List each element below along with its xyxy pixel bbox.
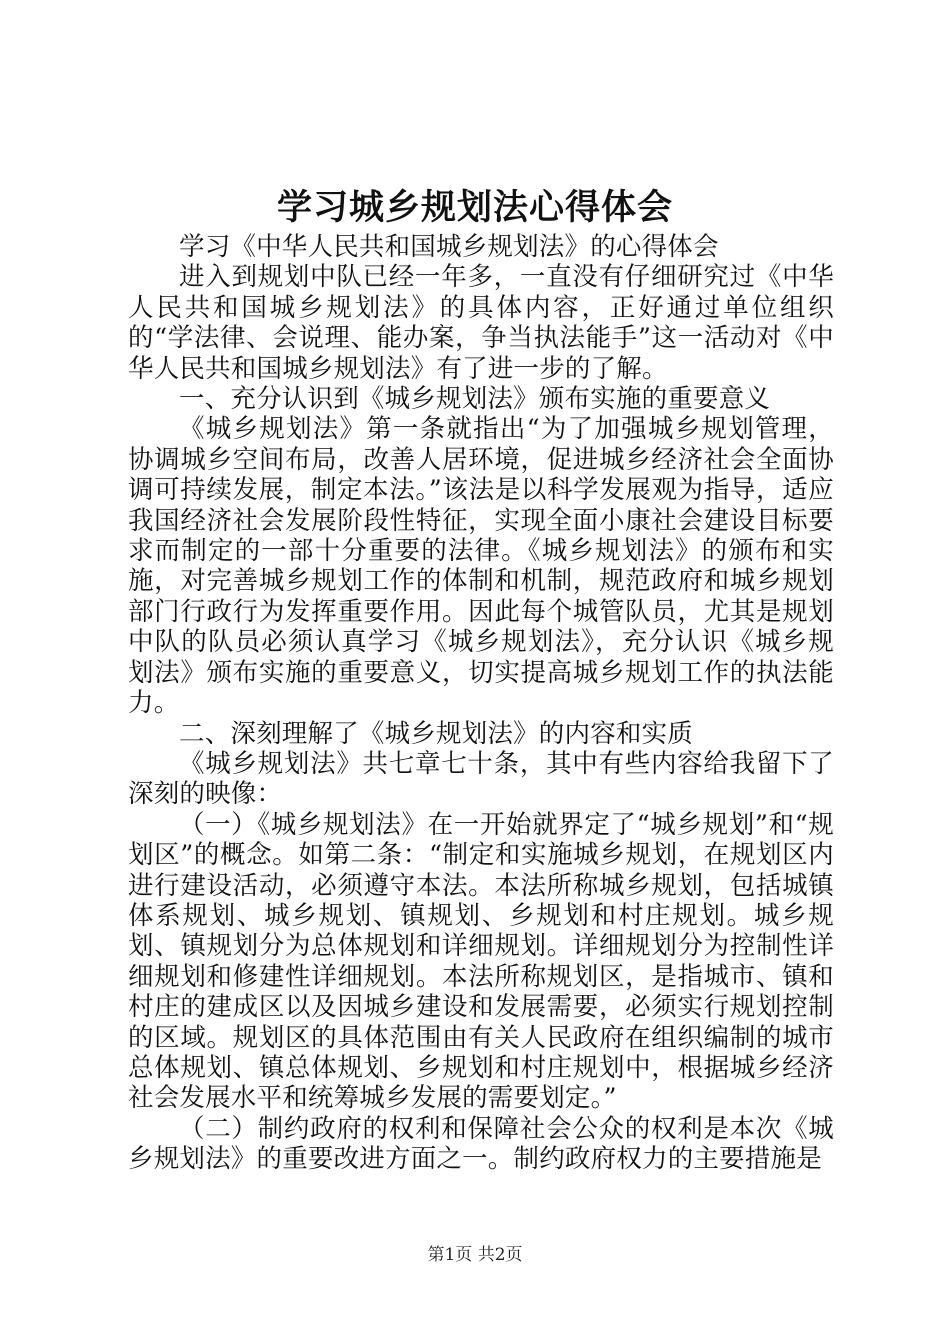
section-heading-1: 一、充分认识到《城乡规划法》颁布实施的重要意义	[179, 384, 771, 415]
intro-paragraph: 进入到规划中队已经一年多，一直没有仔细研究过《中华人民共和国城乡规划法》的具体内容，正好通过单位组织的“学法律、会说理、能办案，争当执法能手”这一活动对《中华人民共和国城乡规划法》有了进一步的了解。	[128, 262, 834, 384]
subtitle-paragraph: 学习《中华人民共和国城乡规划法》的心得体会	[179, 232, 719, 262]
section-1-paragraph: 《城乡规划法》第一条就指出“为了加强城乡规划管理，协调城乡空间布局，改善人居环境，促进城乡经济社会全面协调可持续发展，制定本法。”该法是以科学发展观为指导，适应我国经济社会发展阶段性特征，实现全面小康社会建设目标要求而制定的一部十分重要的法律。《城乡规划法》的颁布和实施，对完善城乡规划工作的体制和机制，规范政府和城乡规划部门行政行为发挥重要作用。因此每个城管队员，尤其是规划中队的队员必须认真学习《城乡规划法》，充分认识《城乡规划法》颁布实施的重要意义，切实提高城乡规划工作的执法能力。	[128, 414, 834, 719]
document-title: 学习城乡规划法心得体会	[276, 187, 673, 228]
section-2-item-2-paragraph: （二）制约政府的权利和保障社会公众的权利是本次《城乡规划法》的重要改进方面之一。制约政府权力的主要措施是	[128, 1113, 834, 1175]
section-2-item-1-paragraph: （一）《城乡规划法》在一开始就界定了“城乡规划”和“规划区”的概念。如第二条：“制定和实施城乡规划，在规划区内进行建设活动，必须遵守本法。本法所称城乡规划，包括城镇体系规划、城乡规划、镇规划、乡规划和村庄规划。城乡规划、镇规划分为总体规划和详细规划。详细规划分为控制性详细规划和修建性详细规划。本法所称规划区，是指城市、镇和村庄的建成区以及因城乡建设和发展需要，必须实行规划控制的区域。规划区的具体范围由有关人民政府在组织编制的城市总体规划、镇总体规划、乡规划和村庄规划中，根据城乡经济社会发展水平和统筹城乡发展的需要划定。”	[128, 809, 834, 1114]
section-heading-2: 二、深刻理解了《城乡规划法》的内容和实质	[179, 718, 694, 749]
section-2-intro-paragraph: 《城乡规划法》共七章七十条，其中有些内容给我留下了深刻的映像：	[128, 748, 834, 810]
document-body	[128, 232, 834, 1175]
page-number-footer: 第1页 共2页	[427, 1245, 523, 1265]
